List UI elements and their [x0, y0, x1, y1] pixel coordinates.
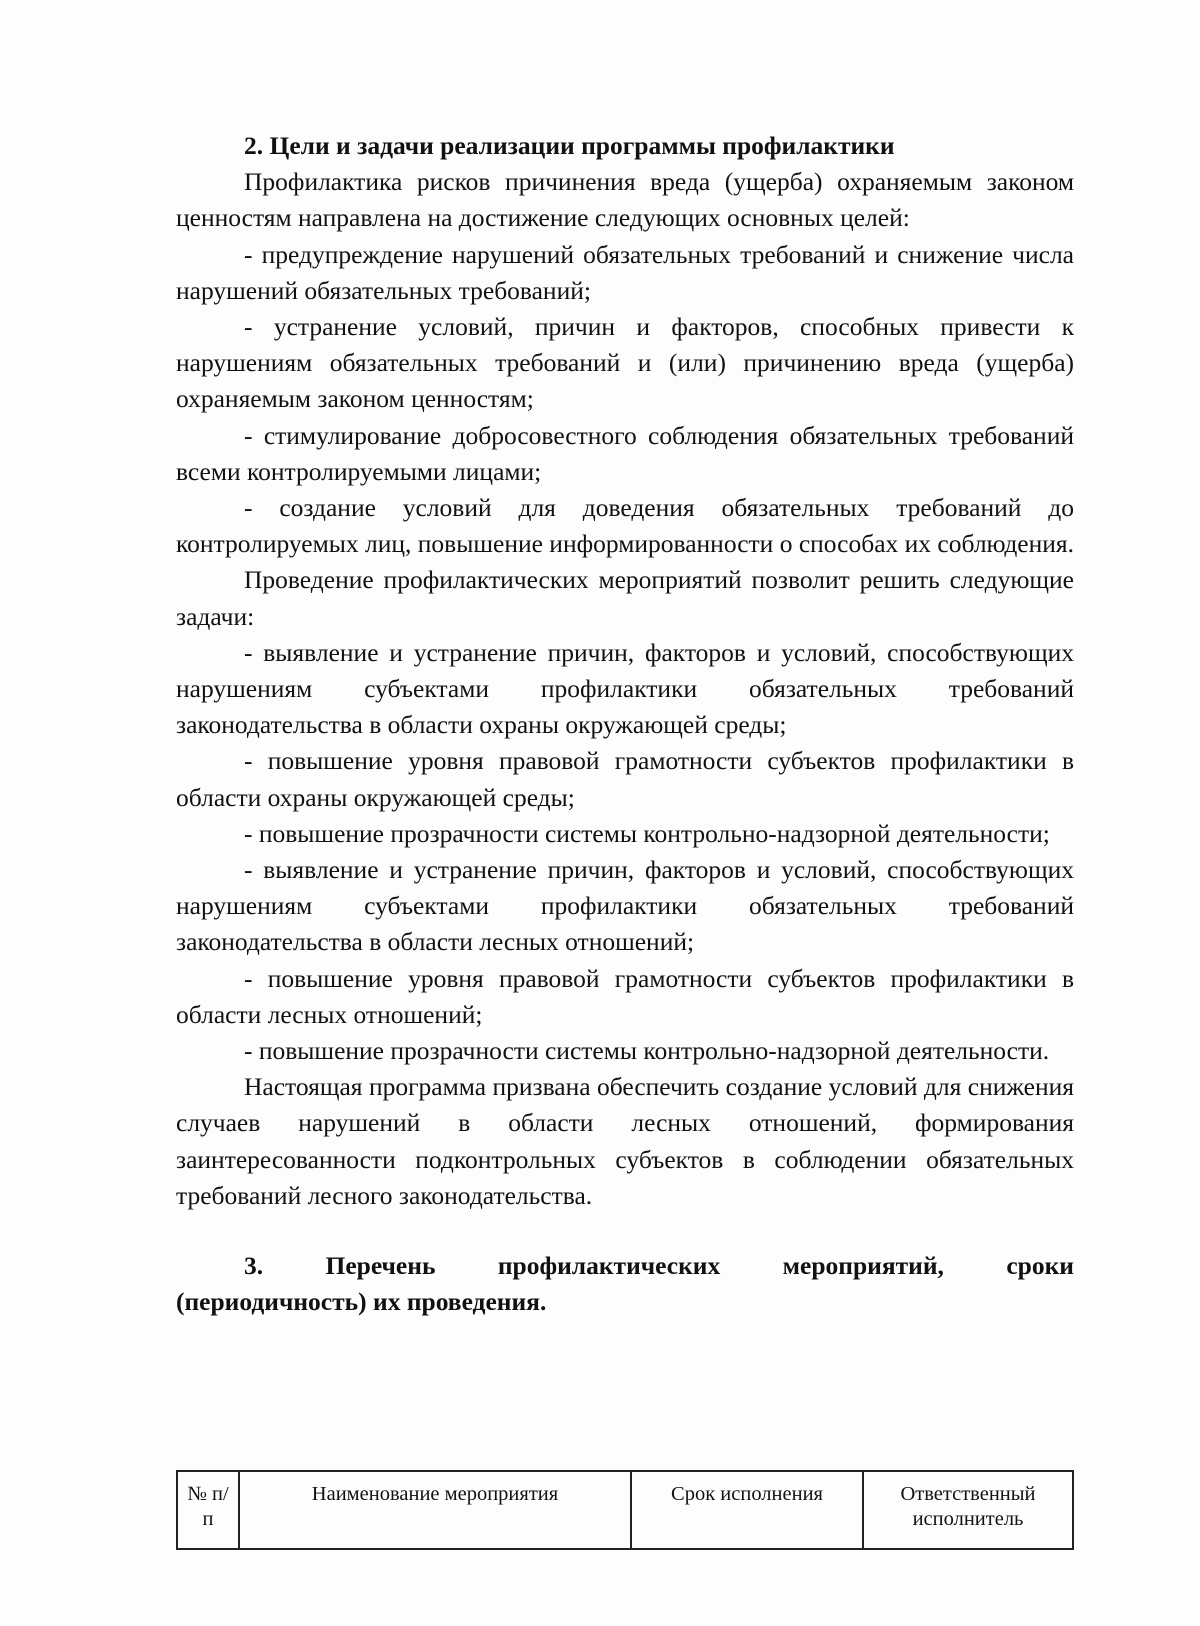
heading-word: 3. [244, 1251, 264, 1281]
paragraph: - предупреждение нарушений обязательных требований и снижение числа нарушений обязательных требований; [176, 239, 1074, 305]
paragraph: - выявление и устранение причин, факторов и условий, способствующих нарушениям субъектами профилактики обязательных требований законодательства в области охраны окружающей среды; [176, 637, 1074, 740]
header-responsible: Ответственный исполнитель [863, 1471, 1073, 1549]
heading-word: сроки [1006, 1251, 1074, 1281]
section-spacer [176, 1214, 1074, 1248]
section-3-heading-line2: (периодичность) их проведения. [176, 1287, 547, 1317]
paragraph: Настоящая программа призвана обеспечить создание условий для снижения случаев нарушений в области лесных отношений, формирования заинтересованности подконтрольных субъектов в соблюдении обязательных требований лесного законодательства. [176, 1072, 1074, 1210]
activities-table-wrapper [176, 1470, 1074, 1550]
document-body [176, 128, 1074, 1321]
activities-table [176, 1470, 1074, 1550]
table-header-row [177, 1471, 1073, 1549]
paragraph: - устранение условий, причин и факторов, способных привести к нарушениям обязательных требований и (или) причинению вреда (ущерба) охраняемым законом ценностям; [176, 312, 1074, 414]
paragraph: - повышение прозрачности системы контрольно-надзорной деятельности. [244, 1036, 1050, 1066]
paragraph: - повышение уровня правовой грамотности субъектов профилактики в области охраны окружающей среды; [176, 746, 1074, 812]
header-deadline: Срок исполнения [631, 1471, 863, 1549]
heading-word: Перечень [325, 1251, 436, 1281]
paragraph: - стимулирование добросовестного соблюдения обязательных требований всеми контролируемыми лицами; [176, 420, 1074, 486]
heading-word: профилактических [497, 1251, 721, 1281]
section-2-heading: 2. Цели и задачи реализации программы профилактики [244, 131, 895, 160]
paragraph: - выявление и устранение причин, факторов и условий, способствующих нарушениям субъектами профилактики обязательных требований законодательства в области лесных отношений; [176, 855, 1074, 957]
paragraph: - создание условий для доведения обязательных требований до контролируемых лиц, повышение информированности о способах их соблюдения. [176, 493, 1075, 559]
paragraph: - повышение прозрачности системы контрольно-надзорной деятельности; [244, 818, 1050, 848]
header-number: № п/п [177, 1471, 239, 1549]
heading-word: мероприятий, [782, 1251, 944, 1281]
section-3-heading [176, 1248, 1074, 1320]
section-3-heading-line1 [176, 1248, 1074, 1284]
paragraph: Профилактика рисков причинения вреда (ущерба) охраняемым законом ценностям направлена на достижение следующих основных целей: [176, 167, 1074, 233]
header-activity-name: Наименование мероприятия [239, 1471, 631, 1549]
paragraph: Проведение профилактических мероприятий позволит решить следующие задачи: [176, 565, 1074, 631]
section-2-paragraphs [176, 164, 1074, 1214]
paragraph: - повышение уровня правовой грамотности субъектов профилактики в области лесных отношений; [176, 963, 1074, 1029]
